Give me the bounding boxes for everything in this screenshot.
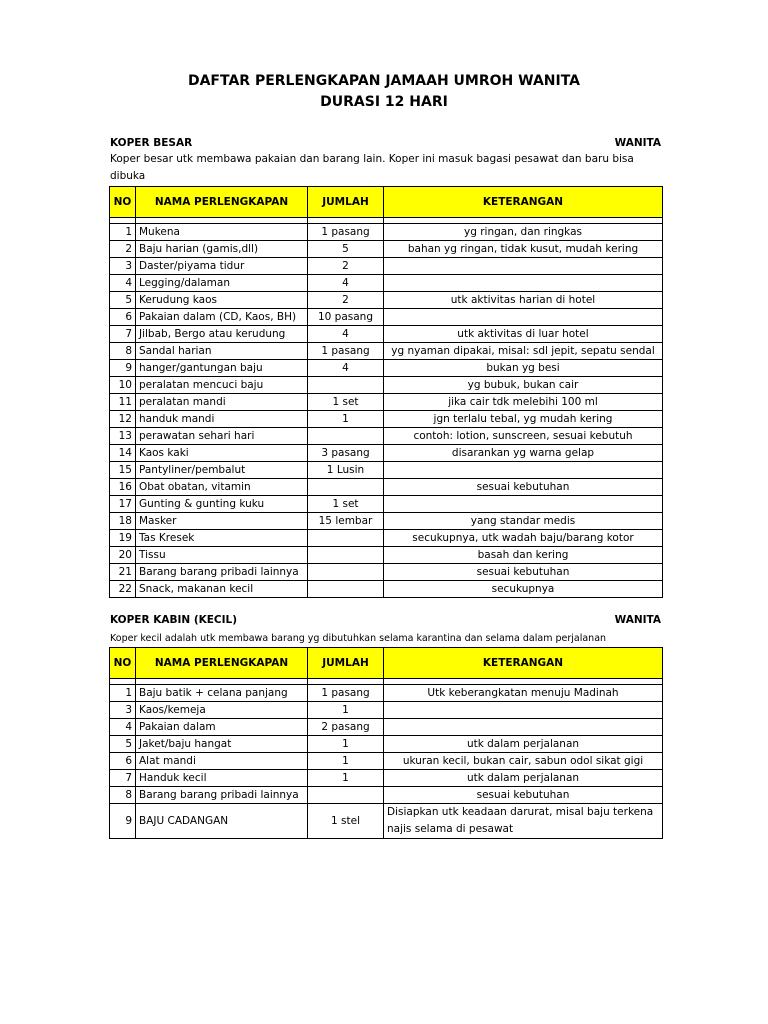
cell-note: utk dalam perjalanan [384,770,663,787]
cell-note: secukupnya [384,581,663,598]
table-row [110,770,663,787]
cell-note: bukan yg besi [384,360,663,377]
cell-qty [308,787,384,804]
cell-name: Snack, makanan kecil [136,581,308,598]
cell-qty: 1 set [308,496,384,513]
cell-note [384,462,663,479]
cell-name: Barang barang pribadi lainnya [136,564,308,581]
cell-note: ukuran kecil, bukan cair, sabun odol sikat gigi [384,753,663,770]
cell-no: 22 [110,581,136,598]
table-row [110,309,663,326]
cell-qty [308,564,384,581]
cell-no: 3 [110,258,136,275]
cell-qty: 1 [308,702,384,719]
cell-name: Pakaian dalam (CD, Kaos, BH) [136,309,308,326]
table-row [110,462,663,479]
cell-no: 2 [110,241,136,258]
table-row [110,394,663,411]
table-row [110,736,663,753]
table-row [110,547,663,564]
cell-no: 6 [110,753,136,770]
cell-name: Jaket/baju hangat [136,736,308,753]
cell-no: 8 [110,787,136,804]
header-note: KETERANGAN [384,648,663,679]
cell-no: 1 [110,685,136,702]
table-row [110,224,663,241]
header-name: NAMA PERLENGKAPAN [136,187,308,218]
cell-no: 7 [110,326,136,343]
cell-name: Mukena [136,224,308,241]
cell-name: Pantyliner/pembalut [136,462,308,479]
cell-no: 9 [110,804,136,839]
cell-note: disarankan yg warna gelap [384,445,663,462]
table-row [110,258,663,275]
cell-qty: 15 lembar [308,513,384,530]
cell-note: contoh: lotion, sunscreen, sesuai kebutuh [384,428,663,445]
koper-besar-desc-line1: Koper besar utk membawa pakaian dan barang lain. Koper ini masuk bagasi pesawat dan baru bisa dibuka [110,153,634,182]
cell-no: 14 [110,445,136,462]
table-row [110,530,663,547]
cell-name: Kaos/kemeja [136,702,308,719]
table-row [110,411,663,428]
cell-qty: 1 pasang [308,343,384,360]
cell-note: Disiapkan utk keadaan darurat, misal baju terkena najis selama di pesawat [384,804,663,839]
koper-kabin-tag: WANITA [614,614,661,626]
cell-note: sesuai kebutuhan [384,564,663,581]
cell-qty: 1 pasang [308,224,384,241]
cell-qty [308,530,384,547]
cell-name: Legging/dalaman [136,275,308,292]
cell-qty: 1 pasang [308,685,384,702]
document-subtitle: DURASI 12 HARI [320,94,448,110]
cell-note: sesuai kebutuhan [384,479,663,496]
cell-qty: 2 [308,292,384,309]
table-header-row [110,648,663,679]
cell-name: Kerudung kaos [136,292,308,309]
koper-kabin-heading [110,614,661,626]
cell-note [384,496,663,513]
cell-name: perawatan sehari hari [136,428,308,445]
cell-note: yang standar medis [384,513,663,530]
cell-qty: 1 set [308,394,384,411]
cell-no: 12 [110,411,136,428]
table-row [110,275,663,292]
cell-no: 20 [110,547,136,564]
cell-no: 8 [110,343,136,360]
table-row [110,360,663,377]
cell-note [384,275,663,292]
table-row [110,702,663,719]
cell-note: utk dalam perjalanan [384,736,663,753]
document-title: DAFTAR PERLENGKAPAN JAMAAH UMROH WANITA [187,73,581,89]
cell-no: 5 [110,736,136,753]
cell-note [384,719,663,736]
cell-qty [308,547,384,564]
cell-name: Sandal harian [136,343,308,360]
cell-name: Baju harian (gamis,dll) [136,241,308,258]
cell-name: BAJU CADANGAN [136,804,308,839]
cell-no: 5 [110,292,136,309]
cell-note: utk aktivitas di luar hotel [384,326,663,343]
table-row [110,581,663,598]
header-no: NO [110,648,136,679]
table-row [110,513,663,530]
cell-note: secukupnya, utk wadah baju/barang kotor [384,530,663,547]
cell-no: 16 [110,479,136,496]
cell-name: Baju batik + celana panjang [136,685,308,702]
cell-note: utk aktivitas harian di hotel [384,292,663,309]
cell-note: Utk keberangkatan menuju Madinah [384,685,663,702]
cell-qty [308,377,384,394]
table-row [110,685,663,702]
cell-qty: 1 stel [308,804,384,839]
cell-note: basah dan kering [384,547,663,564]
cell-qty: 1 Lusin [308,462,384,479]
cell-no: 19 [110,530,136,547]
koper-besar-title: KOPER BESAR [110,137,193,149]
cell-name: Pakaian dalam [136,719,308,736]
cell-no: 4 [110,275,136,292]
table-row [110,445,663,462]
cell-note [384,258,663,275]
cell-name: Kaos kaki [136,445,308,462]
cell-no: 18 [110,513,136,530]
cell-note: jgn terlalu tebal, yg mudah kering [384,411,663,428]
cell-qty: 4 [308,360,384,377]
koper-kabin-title: KOPER KABIN (KECIL) [110,614,238,626]
cell-no: 15 [110,462,136,479]
cell-note [384,309,663,326]
cell-no: 10 [110,377,136,394]
koper-kabin-table [109,647,663,839]
cell-note: bahan yg ringan, tidak kusut, mudah kering [384,241,663,258]
table-row [110,326,663,343]
table-row [110,719,663,736]
table-row [110,804,663,839]
header-no: NO [110,187,136,218]
cell-no: 17 [110,496,136,513]
cell-qty: 5 [308,241,384,258]
cell-note: jika cair tdk melebihi 100 ml [384,394,663,411]
table-row [110,496,663,513]
cell-qty [308,428,384,445]
cell-name: Daster/piyama tidur [136,258,308,275]
cell-no: 3 [110,702,136,719]
cell-name: Masker [136,513,308,530]
cell-qty: 1 [308,736,384,753]
cell-qty: 10 pasang [308,309,384,326]
cell-qty: 4 [308,275,384,292]
koper-besar-heading [110,137,661,149]
cell-qty: 1 [308,753,384,770]
cell-name: Tissu [136,547,308,564]
header-qty: JUMLAH [308,648,384,679]
cell-name: peralatan mencuci baju [136,377,308,394]
cell-qty: 2 [308,258,384,275]
cell-name: Handuk kecil [136,770,308,787]
cell-no: 6 [110,309,136,326]
table-row [110,753,663,770]
cell-qty: 4 [308,326,384,343]
table-row [110,377,663,394]
cell-name: peralatan mandi [136,394,308,411]
koper-besar-table [109,186,663,598]
table-row [110,241,663,258]
cell-no: 9 [110,360,136,377]
cell-no: 13 [110,428,136,445]
table-row [110,343,663,360]
cell-qty: 1 [308,770,384,787]
table-header-row [110,187,663,218]
cell-no: 1 [110,224,136,241]
header-qty: JUMLAH [308,187,384,218]
cell-no: 21 [110,564,136,581]
cell-name: Alat mandi [136,753,308,770]
cell-qty: 3 pasang [308,445,384,462]
cell-qty: 1 [308,411,384,428]
table-row [110,292,663,309]
cell-note [384,702,663,719]
cell-name: hanger/gantungan baju [136,360,308,377]
cell-note: yg ringan, dan ringkas [384,224,663,241]
table-row [110,428,663,445]
cell-note: yg nyaman dipakai, misal: sdl jepit, sepatu sendal [384,343,663,360]
cell-name: Barang barang pribadi lainnya [136,787,308,804]
cell-name: Jilbab, Bergo atau kerudung [136,326,308,343]
table-row [110,479,663,496]
cell-qty [308,581,384,598]
header-name: NAMA PERLENGKAPAN [136,648,308,679]
table-row [110,787,663,804]
cell-no: 7 [110,770,136,787]
cell-name: Gunting & gunting kuku [136,496,308,513]
header-note: KETERANGAN [384,187,663,218]
cell-qty [308,479,384,496]
cell-no: 4 [110,719,136,736]
cell-name: Obat obatan, vitamin [136,479,308,496]
cell-qty: 2 pasang [308,719,384,736]
koper-kabin-description: Koper kecil adalah utk membawa barang yg dibutuhkan selama karantina dan selama dalam perjalanan [110,633,607,644]
cell-note: sesuai kebutuhan [384,787,663,804]
cell-name: Tas Kresek [136,530,308,547]
koper-besar-tag: WANITA [614,137,661,149]
table-row [110,564,663,581]
cell-name: handuk mandi [136,411,308,428]
cell-no: 11 [110,394,136,411]
cell-note: yg bubuk, bukan cair [384,377,663,394]
